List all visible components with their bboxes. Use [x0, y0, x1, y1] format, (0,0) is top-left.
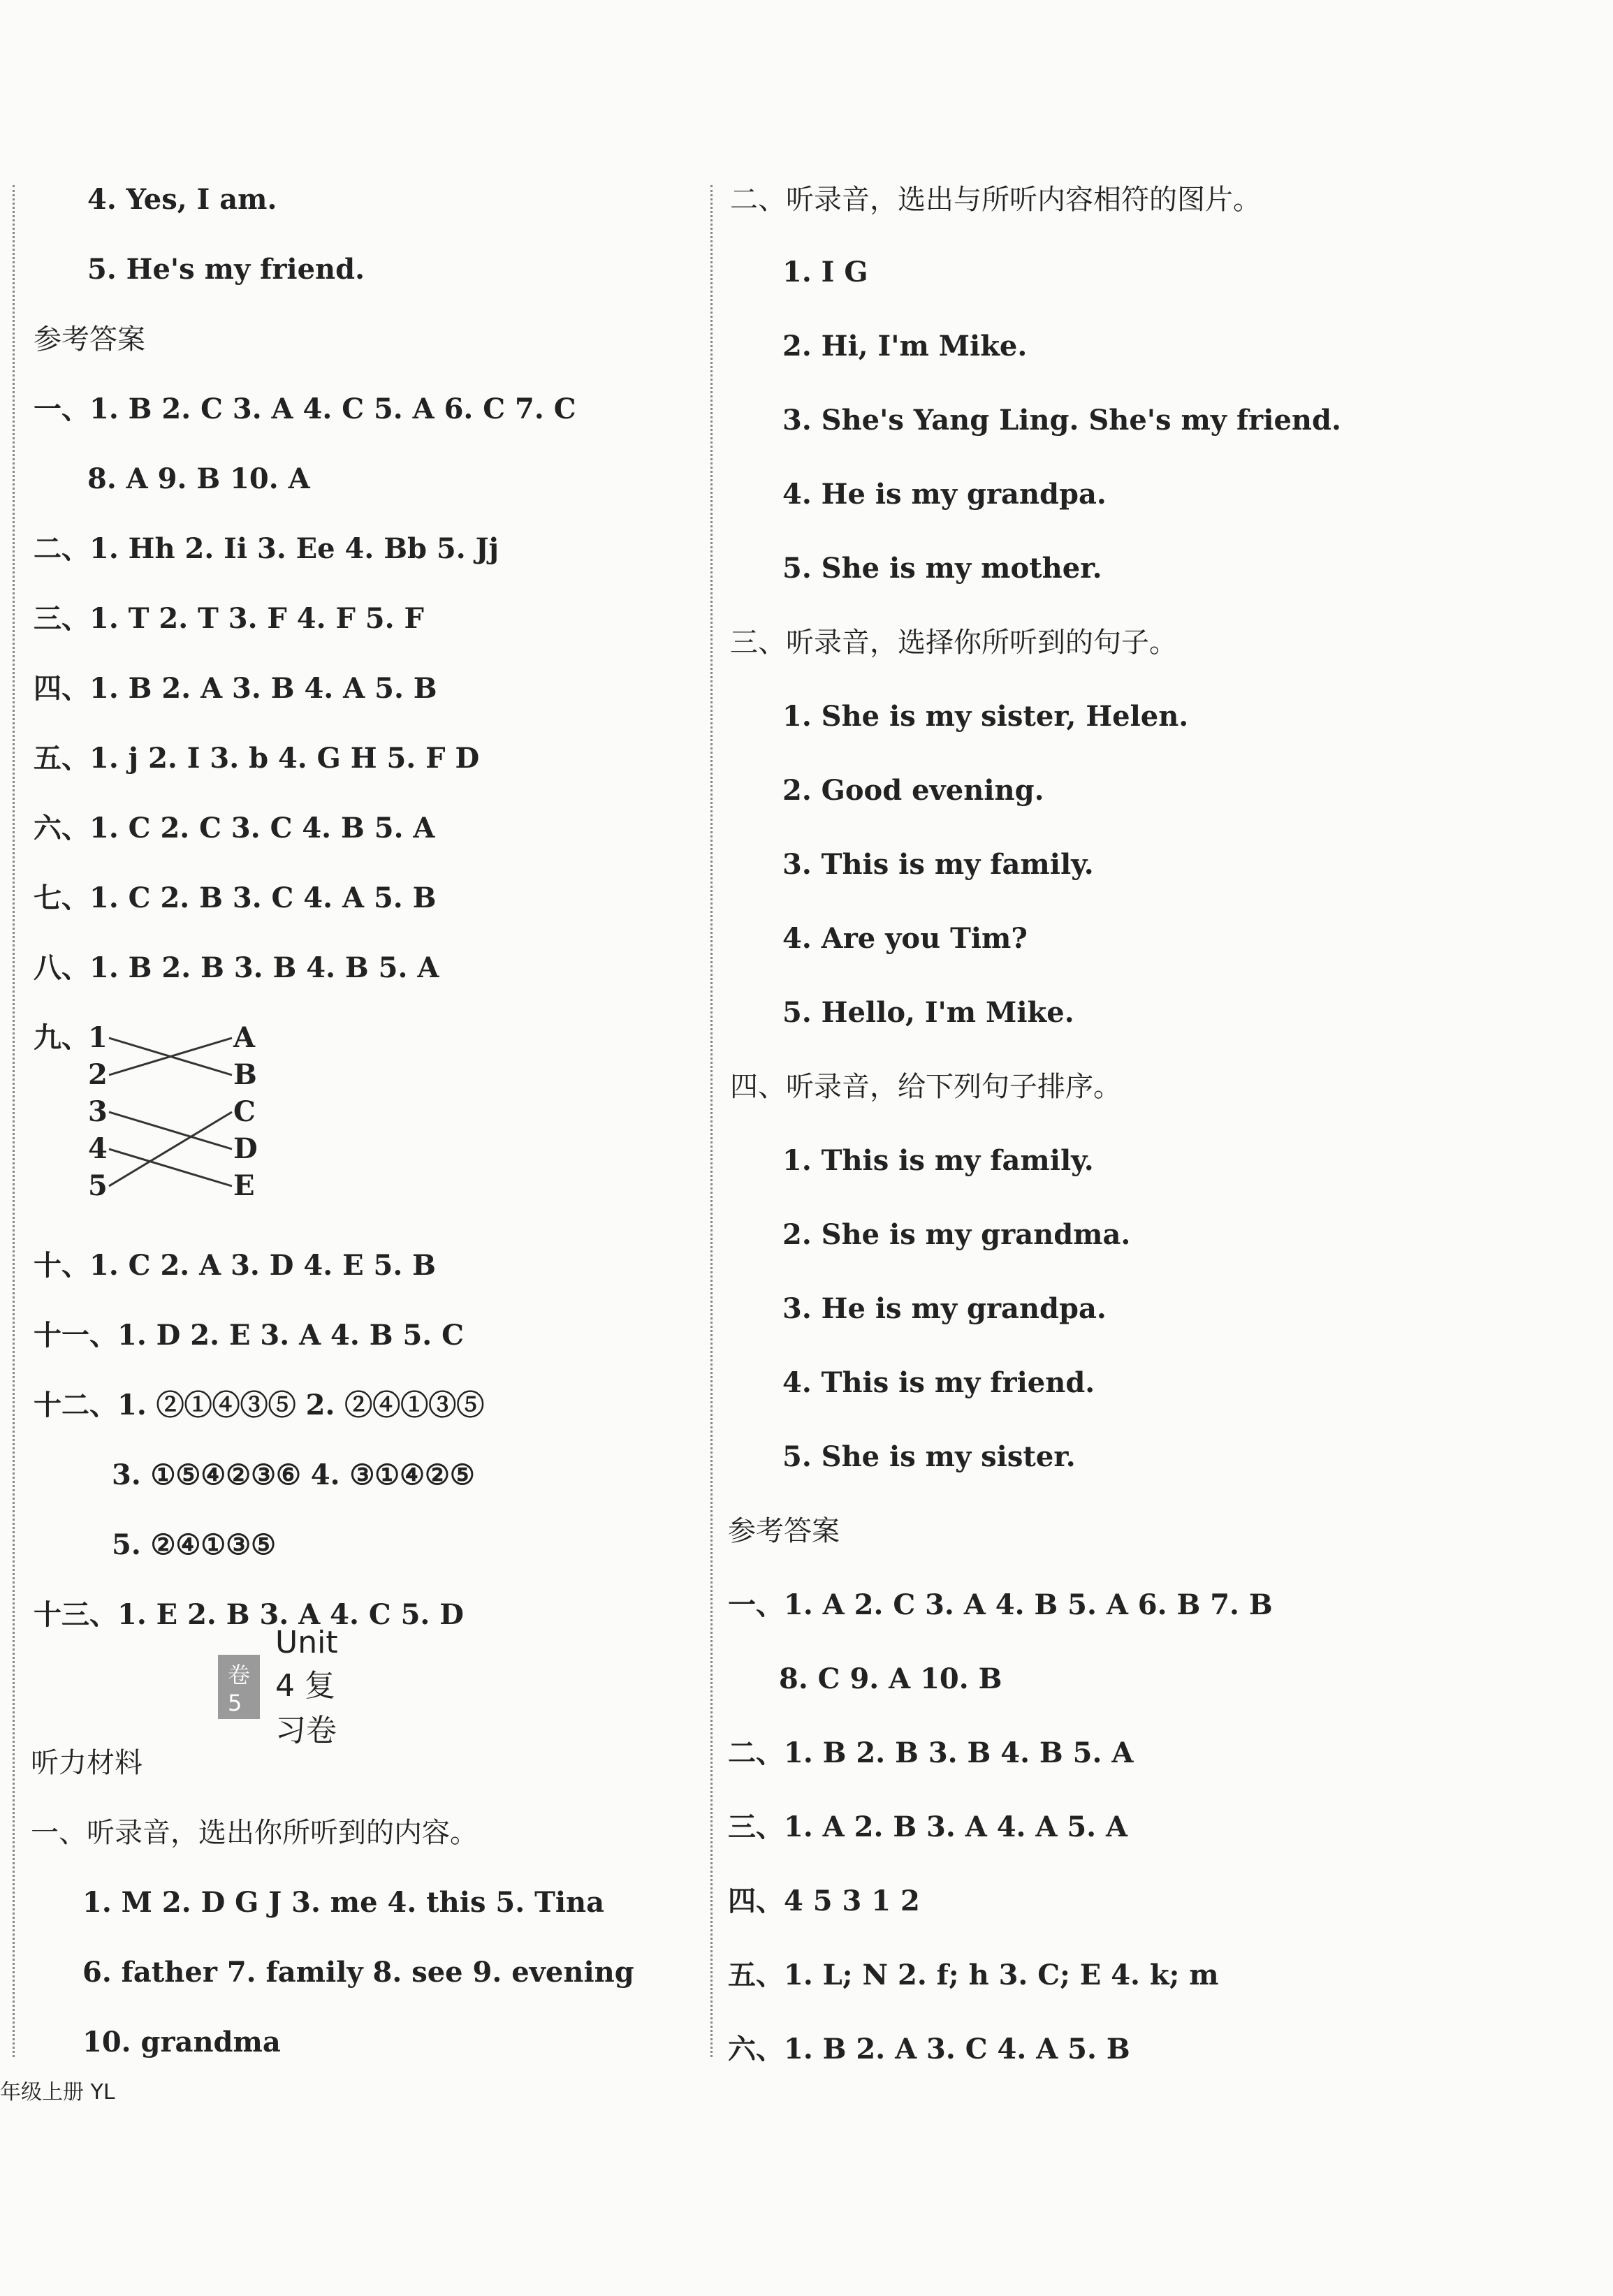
text-line: 3. This is my family. [782, 848, 1094, 881]
text-line: 3. She's Yang Ling. She's my friend. [782, 404, 1341, 437]
text-line: 5. He's my friend. [87, 253, 365, 286]
match-right-label: C [233, 1095, 256, 1128]
unit-title: Unit 4 复习卷 [275, 1624, 338, 1748]
match-line-5 [109, 1112, 232, 1186]
answer-line: 二、1. Hh 2. Ii 3. Ee 4. Bb 5. Jj [34, 532, 499, 565]
text-line: 5. She is my mother. [782, 552, 1102, 585]
answer-line: 8. A 9. B 10. A [87, 462, 310, 495]
text-line: 4. This is my friend. [782, 1366, 1095, 1399]
match-right-label: E [233, 1169, 255, 1202]
question-heading: 二、听录音，选出与所听内容相符的图片。 [730, 184, 1261, 216]
matching-lines [27, 1020, 278, 1208]
text-line: 1. This is my family. [782, 1144, 1094, 1177]
match-right-label: A [233, 1021, 256, 1054]
answer-line: 一、1. B 2. C 3. A 4. C 5. A 6. C 7. C [34, 393, 576, 425]
text-line: 1. She is my sister, Helen. [782, 700, 1189, 733]
answer-line: 七、1. C 2. B 3. C 4. A 5. B [34, 882, 437, 914]
section-heading: 参考答案 [728, 1515, 840, 1547]
page-footer: 年级上册 YL [0, 2080, 115, 2105]
text-line: 10. grandma [82, 2026, 281, 2059]
text-line: 2. Hi, I'm Mike. [782, 330, 1028, 363]
answer-line: 十、1. C 2. A 3. D 4. E 5. B [34, 1249, 436, 1282]
text-line: 3. He is my grandpa. [782, 1292, 1107, 1325]
question-heading: 四、听录音，给下列句子排序。 [730, 1071, 1121, 1103]
unit-heading [218, 1624, 338, 1748]
text-line: 4. Yes, I am. [87, 183, 277, 216]
answer-line: 四、1. B 2. A 3. B 4. A 5. B [34, 672, 437, 705]
match-left-label: 1 [88, 1021, 108, 1054]
text-line: 1. I G [782, 256, 868, 288]
answer-line: 8. C 9. A 10. B [779, 1662, 1002, 1695]
question-heading: 三、听录音，选择你所听到的句子。 [730, 627, 1177, 659]
text-line: 2. She is my grandma. [782, 1218, 1131, 1251]
match-right-label: B [233, 1058, 257, 1091]
left-margin-divider [13, 185, 15, 2057]
answer-line: 5. ②④①③⑤ [112, 1528, 276, 1561]
text-line: 1. M 2. D G J 3. me 4. this 5. Tina [82, 1886, 605, 1919]
match-left-label: 5 [88, 1169, 108, 1202]
answer-line: 十三、1. E 2. B 3. A 4. C 5. D [34, 1598, 464, 1631]
answer-line: 3. ①⑤④②③⑥ 4. ③①④②⑤ [112, 1458, 475, 1491]
match-left-label: 4 [88, 1132, 108, 1165]
answer-line: 四、4 5 3 1 2 [728, 1885, 920, 1917]
answer-line: 六、1. C 2. C 3. C 4. B 5. A [34, 812, 435, 844]
match-left-label: 2 [88, 1058, 108, 1091]
match-line-3 [109, 1112, 232, 1149]
match-line-4 [109, 1149, 232, 1186]
text-line: 4. He is my grandpa. [782, 478, 1107, 511]
unit-badge: 卷5 [218, 1655, 260, 1719]
column-divider [710, 185, 713, 2057]
match-right-label: D [233, 1132, 258, 1165]
match-left-label: 3 [88, 1095, 108, 1128]
section-heading: 参考答案 [34, 323, 145, 356]
text-line: 2. Good evening. [782, 774, 1044, 807]
answer-line: 五、1. j 2. I 3. b 4. G H 5. F D [34, 742, 480, 775]
text-line: 4. Are you Tim? [782, 922, 1028, 955]
text-line: 5. Hello, I'm Mike. [782, 996, 1074, 1029]
answer-line: 三、1. T 2. T 3. F 4. F 5. F [34, 602, 424, 635]
answer-line: 三、1. A 2. B 3. A 4. A 5. A [728, 1811, 1128, 1843]
text-line: 6. father 7. family 8. see 9. evening [82, 1956, 634, 1989]
answer-line: 八、1. B 2. B 3. B 4. B 5. A [34, 951, 439, 984]
answer-line: 十一、1. D 2. E 3. A 4. B 5. C [34, 1319, 464, 1352]
answer-line: 五、1. L; N 2. f; h 3. C; E 4. k; m [728, 1959, 1219, 1991]
answer-line: 六、1. B 2. A 3. C 4. A 5. B [728, 2033, 1130, 2065]
question-heading: 一、听录音，选出你所听到的内容。 [31, 1817, 478, 1849]
answer-line: 十二、1. ②①④③⑤ 2. ②④①③⑤ [34, 1389, 485, 1421]
section-heading: 听力材料 [31, 1747, 143, 1779]
answer-line: 一、1. A 2. C 3. A 4. B 5. A 6. B 7. B [728, 1588, 1273, 1621]
answer-line: 二、1. B 2. B 3. B 4. B 5. A [728, 1736, 1134, 1769]
text-line: 5. She is my sister. [782, 1440, 1076, 1473]
matching-prefix: 九、 [34, 1021, 89, 1054]
